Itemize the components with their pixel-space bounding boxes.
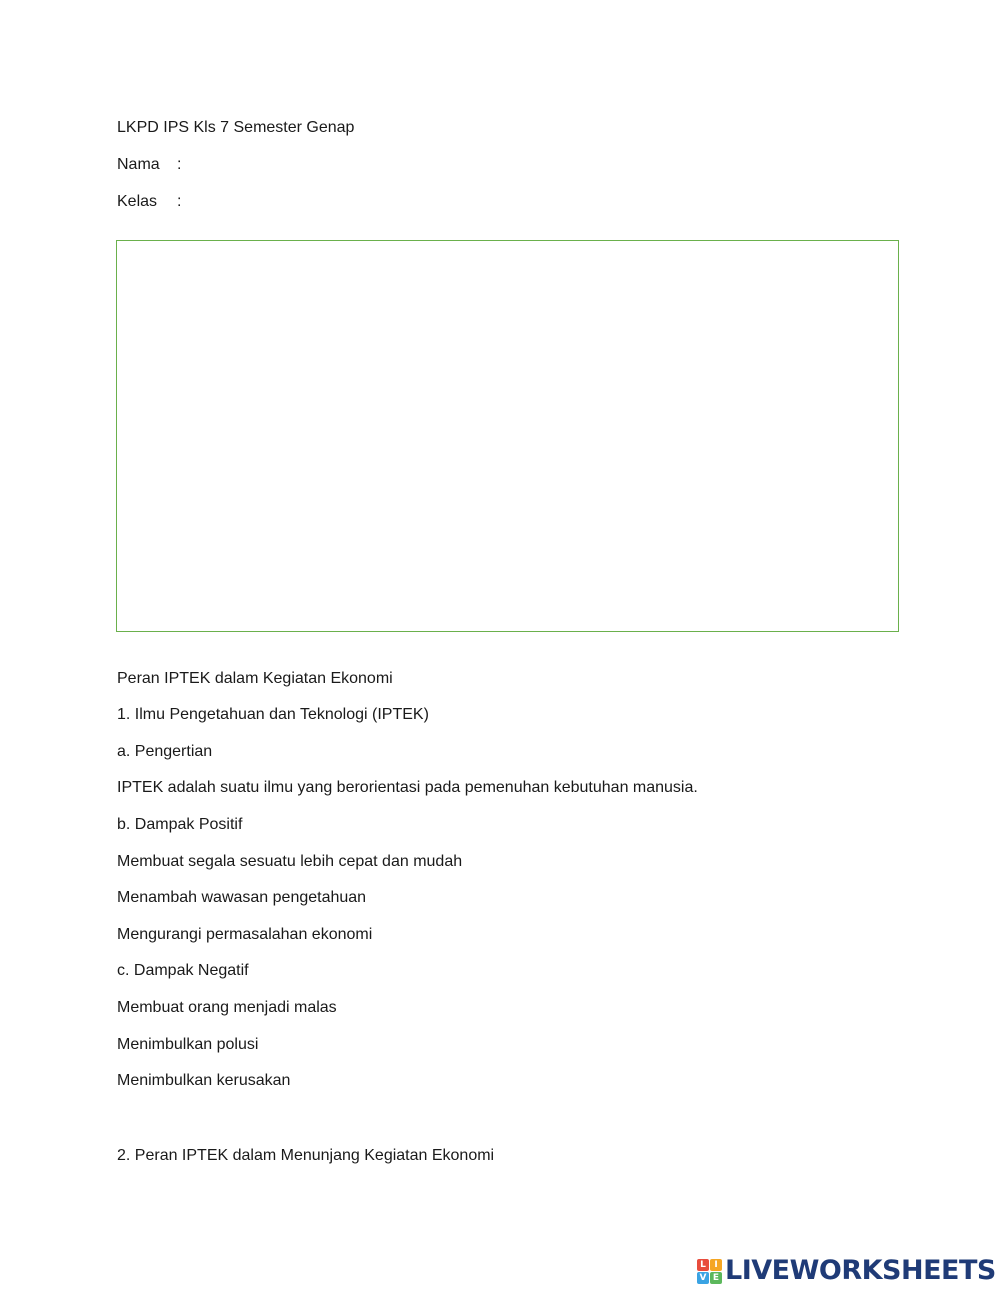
logo-tile: V — [697, 1272, 709, 1284]
name-field — [117, 155, 181, 175]
subsection-a-title: a. Pengertian — [117, 743, 213, 760]
name-colon: : — [177, 156, 182, 173]
subsection-b-title: b. Dampak Positif — [117, 816, 243, 833]
negative-item: Menimbulkan polusi — [117, 1036, 259, 1053]
class-field — [117, 192, 181, 212]
logo-tiles-icon — [697, 1259, 722, 1284]
section-heading: Peran IPTEK dalam Kegiatan Ekonomi — [117, 670, 393, 687]
positive-item: Mengurangi permasalahan ekonomi — [117, 926, 373, 943]
positive-item: Membuat segala sesuatu lebih cepat dan mudah — [117, 853, 463, 870]
class-colon: : — [177, 193, 182, 210]
answer-box[interactable] — [116, 240, 899, 632]
liveworksheets-logo — [697, 1256, 996, 1286]
worksheet-title: LKPD IPS Kls 7 Semester Genap — [117, 119, 355, 136]
subsection-c-title: c. Dampak Negatif — [117, 962, 249, 979]
definition-text: IPTEK adalah suatu ilmu yang berorientasi pada pemenuhan kebutuhan manusia. — [117, 779, 698, 796]
name-label: Nama — [117, 156, 160, 173]
negative-item: Membuat orang menjadi malas — [117, 999, 337, 1016]
positive-item: Menambah wawasan pengetahuan — [117, 889, 367, 906]
logo-tile: L — [697, 1259, 709, 1271]
negative-item: Menimbulkan kerusakan — [117, 1072, 291, 1089]
logo-tile: I — [710, 1259, 722, 1271]
section-2-title: 2. Peran IPTEK dalam Menunjang Kegiatan Ekonomi — [117, 1147, 495, 1164]
logo-text: LIVEWORKSHEETS — [725, 1255, 996, 1286]
section-1-title: 1. Ilmu Pengetahuan dan Teknologi (IPTEK) — [117, 706, 429, 723]
logo-tile: E — [710, 1272, 722, 1284]
class-label: Kelas — [117, 193, 158, 210]
